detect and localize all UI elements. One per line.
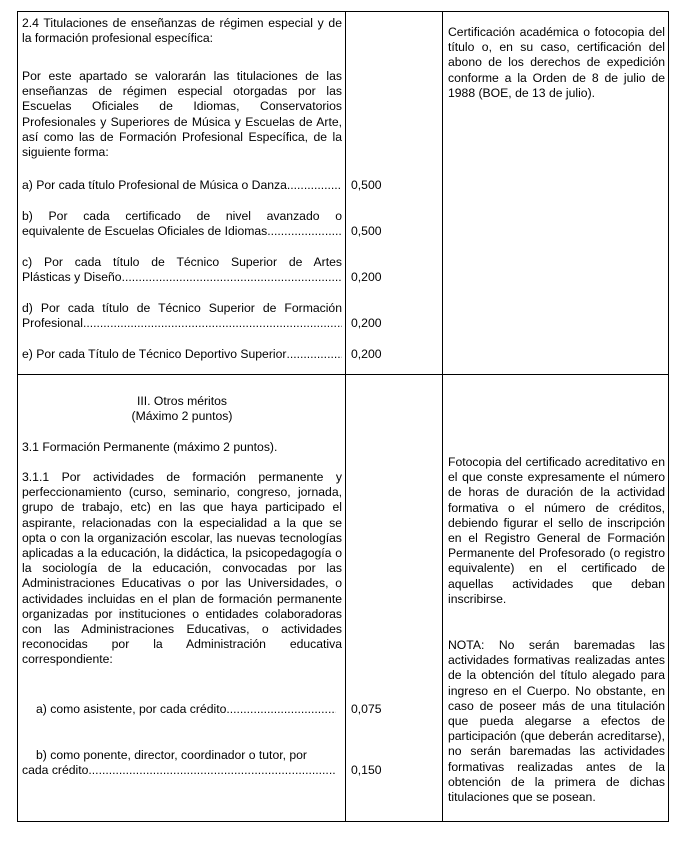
item-speaker: b) como ponente, director, coordinador o tutor, por cada crédito ..... <box>22 748 342 778</box>
section-3-evidence: Fotocopia del certificado acreditativo en el que conste expresamente el número de horas de duración de la actividad formativa o el número de créditos, debiendo figurar el sello de inscripción en el Registro General de Formación Permanente del Profesorado (o registro equivalente) en el certificado de aquellas actividades que deban inscribirse. <box>448 455 665 606</box>
table-border-top <box>17 11 669 12</box>
item-b-points: 0,500 <box>351 224 382 238</box>
item-d-vocational: d) Por cada título de Técnico Superior de Formación Profesional ..... <box>22 301 342 331</box>
section-2-4-evidence: Certificación académica o fotocopia del título o, en su caso, certificación del abono de los derechos de expedición conforme a la Orden de 8 de julio de 1988 (BOE, de 13 de julio). <box>448 25 665 100</box>
item-c-arts-design: c) Por cada título de Técnico Superior de Artes Plásticas y Diseño ..... <box>22 255 342 285</box>
table-border-bottom <box>17 821 669 822</box>
item-d-points: 0,200 <box>351 316 382 330</box>
section-2-4-intro: Por este apartado se valorarán las titulaciones de las enseñanzas de régimen especial otorgadas por las Escuelas Oficiales de Idiomas, Conservatorios Profesionales y Superiores de Música y Escuelas de Arte, así como las de Formación Profesional Específica, de la siguiente forma: <box>22 69 342 160</box>
section-3-heading: III. Otros méritos (Máximo 2 puntos) <box>131 394 233 424</box>
table-border-right <box>668 11 669 822</box>
section-3-note: NOTA: No serán baremadas las actividades formativas realizadas antes de la obtención del título alegado para ingreso en el Cuerpo. No obstante, en caso de poseer más de una titulación que pueda alegarse a efectos de participación (que deberán acreditarse), no serán baremadas las actividades formativas realizadas antes de la obtención de la primera de dichas titulaciones que se posean. <box>448 638 665 805</box>
item-a-points: 0,500 <box>351 178 382 192</box>
section-2-4-title: 2.4 Titulaciones de enseñanzas de régimen especial y de la formación profesional específica: <box>22 16 342 46</box>
item-attendee: a) como asistente, por cada crédito ..... <box>36 702 336 717</box>
item-attendee-points: 0,075 <box>351 702 382 716</box>
item-a-music-dance: a) Por cada título Profesional de Música o Danza ..... <box>22 178 342 193</box>
section-3-1-1-text: 3.1.1 Por actividades de formación permanente y perfeccionamiento (curso, seminario, congreso, jornada, grupo de trabajo, etc) en las que haya participado el aspirante, relacionadas con la especialidad a la que se opta o con la organización escolar, las nuevas tecnologías aplicadas a la educación, la didáctica, la psicopedagogía o la sociología de la educación, convocadas por las Administraciones Educativas o por las Universidades, o actividades incluidas en el plan de formación permanente organizadas por instituciones o entidades colaboradoras con las Administraciones Educativas, o actividades reconocidas por la Administración educativa correspondiente: <box>22 470 342 667</box>
item-e-points: 0,200 <box>351 347 382 361</box>
column-divider-evidence <box>442 11 443 822</box>
row-divider <box>17 374 669 375</box>
item-b-language-cert: b) Por cada certificado de nivel avanzado o equivalente de Escuelas Oficiales de Idiomas ..... <box>22 209 342 239</box>
section-3-1-title: 3.1 Formación Permanente (máximo 2 puntos). <box>22 440 278 454</box>
column-divider-points <box>345 11 346 822</box>
table-border-left <box>17 11 18 822</box>
item-e-sports-tech: e) Por cada Título de Técnico Deportivo Superior ..... <box>22 347 342 362</box>
item-c-points: 0,200 <box>351 270 382 284</box>
item-speaker-points: 0,150 <box>351 763 382 777</box>
